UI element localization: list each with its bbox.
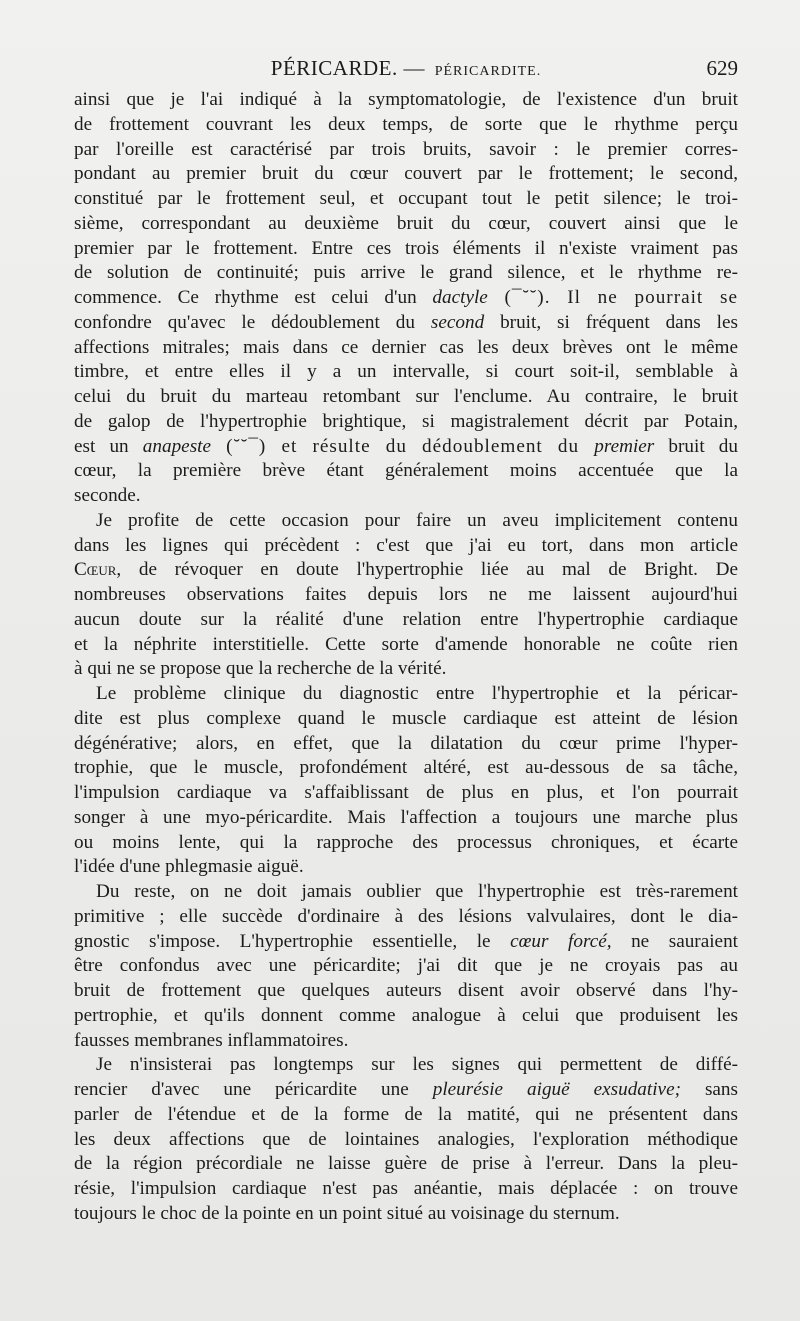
text-line: Cœur, de révoquer en doute l'hypertrophie liée au mal de Bright. De — [74, 559, 738, 581]
italic-term: premier — [594, 435, 655, 457]
text-line: de galop de l'hypertrophie brightique, si magistralement décrit par Potain, — [74, 410, 738, 432]
page-number: 629 — [706, 56, 738, 80]
text-line: cœur, la première brève étant généralement moins accentuée que la — [74, 460, 738, 482]
text-line: l'impulsion cardiaque va s'affaiblissant de plus en plus, et l'on pourrait — [74, 782, 738, 803]
text-line: être confondus avec une péricardite; j'ai dit que je ne croyais pas au — [74, 955, 738, 977]
text-line: confondre qu'avec le dédoublement du second bruit, si fréquent dans les — [74, 311, 738, 333]
text-line: est un anapeste (˘˘¯) et résulte du dédoublement du premier bruit du — [74, 435, 738, 457]
text-line: dite est plus complexe quand le muscle cardiaque est atteint de lésion — [74, 707, 738, 729]
text-line: fausses membranes inflammatoires. — [74, 1029, 349, 1051]
running-head-subtitle: PÉRICARDITE. — [434, 64, 542, 79]
italic-term: cœur forcé, — [510, 930, 612, 952]
text-line: celui du bruit du marteau retombant sur l'enclume. Au contraire, le bruit — [74, 386, 738, 407]
text-line: et la néphrite interstitielle. Cette sorte d'amende honorable ne coûte rien — [74, 633, 738, 655]
paragraph-5 — [74, 1053, 738, 1226]
running-head — [74, 56, 738, 81]
text-line: les deux affections que de lointaines analogies, l'exploration méthodique — [74, 1128, 738, 1150]
text-line: ainsi que je l'ai indiqué à la symptomatologie, de l'existence d'un bruit — [74, 89, 738, 110]
text-line: primitive ; elle succède d'ordinaire à des lésions valvulaires, dont le dia- — [74, 905, 738, 927]
italic-term: pleurésie aiguë exsudative; — [432, 1079, 681, 1100]
text-line: bruit de frottement que quelques auteurs disent avoir observé dans l'hy- — [74, 980, 738, 1001]
text-line: songer à une myo-péricardite. Mais l'affection a toujours une marche plus — [74, 806, 738, 828]
paragraph-4 — [74, 880, 738, 1053]
text-line: Je n'insisterai pas longtemps sur les signes qui permettent de diffé- — [96, 1054, 738, 1076]
text-line: seconde. — [74, 485, 141, 506]
text-line: résie, l'impulsion cardiaque n'est pas anéantie, mais déplacée : on trouve — [74, 1178, 738, 1199]
text-line: premier par le frottement. Entre ces trois éléments il n'existe vraiment pas — [74, 237, 738, 259]
text-line: commence. Ce rhythme est celui d'un dactyle (¯˘˘). Il ne pourrait se — [74, 287, 738, 308]
text-line: dégénérative; alors, en effet, que la dilatation du cœur prime l'hyper- — [74, 732, 738, 754]
text-line: timbre, et entre elles il y a un intervalle, si court soit-il, semblable à — [74, 361, 738, 383]
paragraph-3 — [74, 682, 738, 880]
text-line: sième, correspondant au deuxième bruit du cœur, couvert ainsi que le — [74, 212, 738, 234]
italic-term: second — [430, 311, 485, 333]
text-line: Je profite de cette occasion pour faire un aveu implicitement contenu — [96, 509, 738, 531]
text-line: de la région précordiale ne laisse guère de prise à l'erreur. Dans la pleu- — [74, 1153, 738, 1175]
small-caps-term: Cœur — [74, 559, 117, 581]
text-line: à qui ne se propose que la recherche de la vérité. — [74, 658, 447, 680]
text-line: parler de l'étendue et de la forme de la matité, qui ne présentent dans — [74, 1103, 738, 1125]
text-line: affections mitrales; mais dans ce dernier cas les deux brèves ont le même — [74, 336, 738, 358]
text-line: ou moins lente, qui la rapproche des processus chroniques, et écarte — [74, 831, 738, 853]
paragraph-2 — [74, 509, 738, 682]
text-line: Du reste, on ne doit jamais oublier que l'hypertrophie est très-rarement — [96, 881, 738, 902]
text-line: gnostic s'impose. L'hypertrophie essentielle, le cœur forcé, ne sauraient — [74, 930, 738, 952]
text-line: de solution de continuité; puis arrive le grand silence, et le rhythme re- — [74, 262, 738, 284]
paragraph-1 — [74, 88, 738, 509]
running-head-title: PÉRICARDE. — [270, 56, 398, 80]
text-line: trophie, que le muscle, profondément altéré, est au-dessous de sa tâche, — [74, 757, 738, 779]
text-line: toujours le choc de la pointe en un point situé au voisinage du sternum. — [74, 1202, 620, 1224]
page-header — [74, 56, 738, 86]
text-line: de frottement couvrant les deux temps, de sorte que le rhythme perçu — [74, 113, 738, 135]
text-line: pondant au premier bruit du cœur couvert par le frottement; le second, — [74, 163, 738, 185]
italic-term: anapeste — [142, 435, 212, 457]
text-line: par l'oreille est caractérisé par trois bruits, savoir : le premier corres- — [74, 138, 738, 160]
italic-term: dactyle — [432, 287, 488, 308]
running-head-separator: — — [397, 56, 431, 80]
text-line: aucun doute sur la réalité d'une relation entre l'hypertrophie cardiaque — [74, 608, 738, 630]
text-line: pertrophie, et qu'ils donnent comme analogue à celui que produisent les — [74, 1004, 738, 1026]
text-line: l'idée d'une phlegmasie aiguë. — [74, 856, 304, 878]
text-line: Le problème clinique du diagnostic entre l'hypertrophie et la péricar- — [96, 683, 738, 704]
text-line: dans les lignes qui précèdent : c'est que j'ai eu tort, dans mon article — [74, 534, 738, 556]
body-text — [74, 88, 738, 1227]
text-line: rencier d'avec une péricardite une pleurésie aiguë exsudative; sans — [74, 1079, 738, 1100]
text-line: constitué par le frottement seul, et occupant tout le petit silence; le troi- — [74, 188, 738, 209]
text-line: nombreuses observations faites depuis lors ne me laissent aujourd'hui — [74, 584, 738, 605]
